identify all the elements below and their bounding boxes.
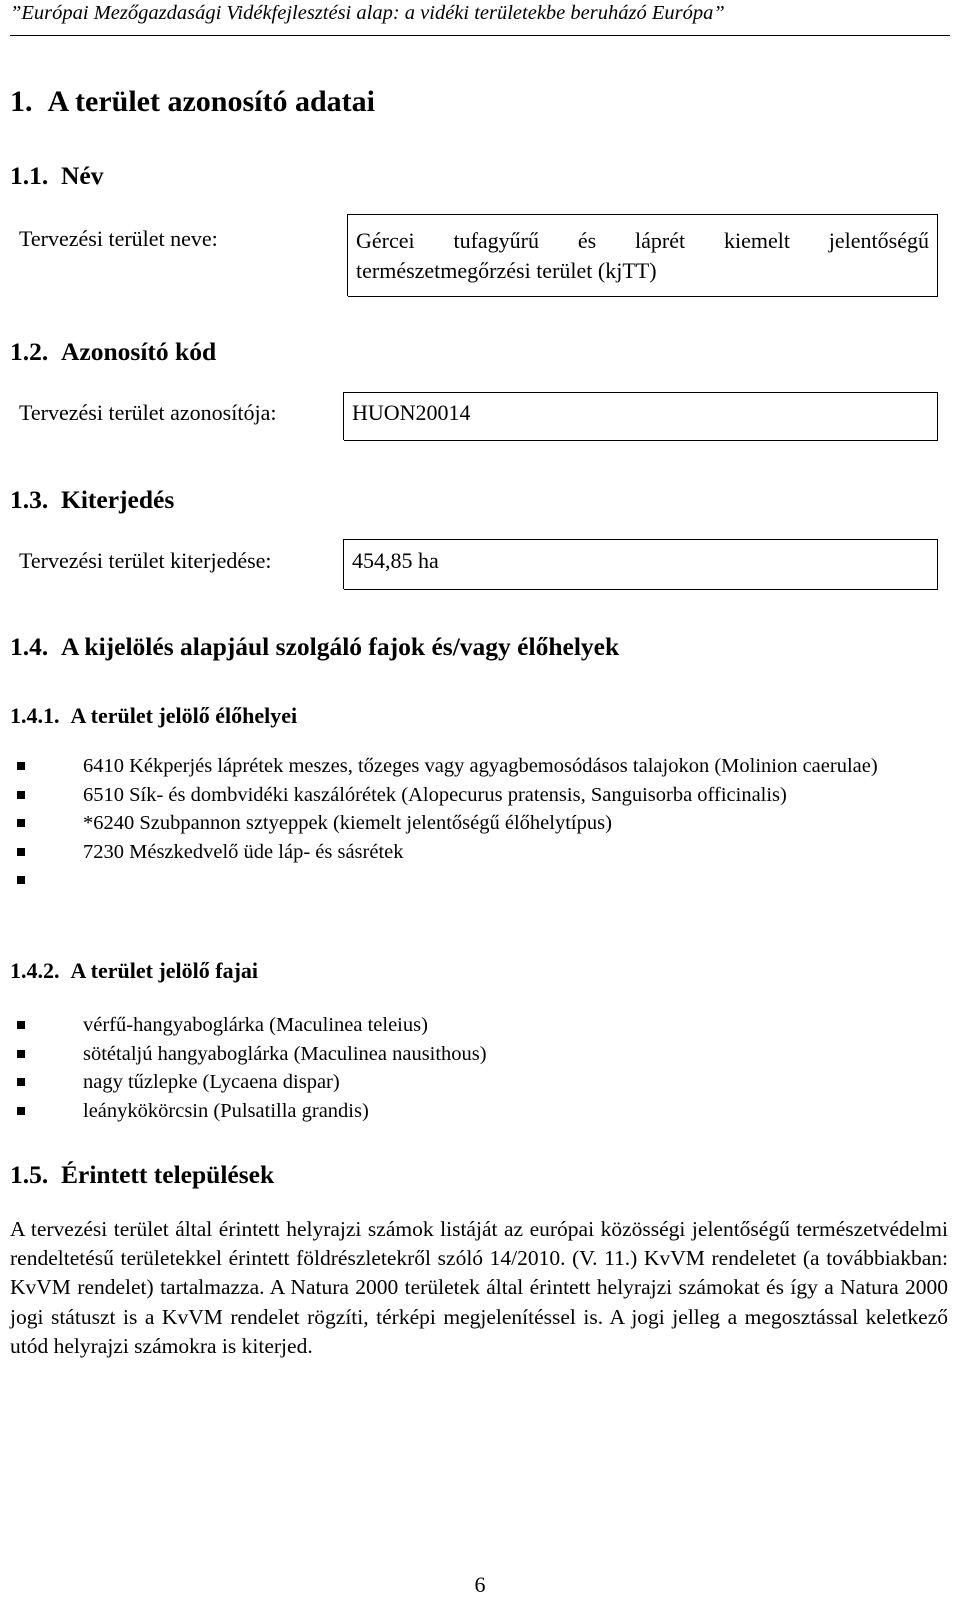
section-title: Azonosító kód	[61, 337, 217, 366]
name-value	[348, 215, 938, 297]
habitat-list	[17, 752, 953, 895]
section-number: 1.	[10, 85, 33, 118]
page-number: 6	[474, 1572, 486, 1597]
section-number: 1.3.	[10, 485, 49, 514]
section-number: 1.5.	[10, 1160, 49, 1189]
name-label: Tervezési terület neve:	[11, 215, 348, 297]
section-title: A kijelölés alapjául szolgáló fajok és/vagy élőhelyek	[61, 632, 620, 661]
bullet-icon	[17, 1021, 25, 1029]
section-number: 1.1.	[10, 161, 49, 190]
species-list	[17, 1011, 953, 1125]
list-item: leánykökörcsin (Pulsatilla grandis)	[17, 1097, 953, 1126]
section-number: 1.4.	[10, 632, 49, 661]
extent-value: 454,85 ha	[344, 540, 938, 590]
section-number: 1.4.2.	[10, 958, 60, 983]
name-table	[10, 214, 938, 297]
section-number: 1.2.	[10, 337, 49, 366]
section-title: Név	[61, 161, 104, 190]
running-header: ”Európai Mezőgazdasági Vidékfejlesztési alap: a vidéki területekbe beruházó Európa”	[10, 0, 950, 36]
list-item: sötétaljú hangyaboglárka (Maculinea nausithous)	[17, 1040, 953, 1069]
section-number: 1.4.1.	[10, 703, 60, 728]
section-title: A terület azonosító adatai	[47, 85, 375, 118]
section-1-heading	[10, 85, 375, 119]
section-1-4-heading	[10, 632, 619, 662]
code-table	[10, 392, 938, 441]
settlements-paragraph: A tervezési terület által érintett helyrajzi számok listáját az európai közösségi jelentőségű természetvédelmi rendeltetésű területekkel érintett földrészletekről szóló 14/2010. (V. 11.) KvVM rendeletet (a továbbiakban: KvVM rendelet) tartalmazza. A Natura 2000 területek által érintett helyrajzi számokat és így a Natura 2000 jogi státuszt is a KvVM rendelet rögzíti, térképi megjelenítéssel is. A jogi jelleg a megosztással keletkező utód helyrajzi számokra is kiterjed.	[10, 1217, 948, 1358]
bullet-icon	[17, 848, 25, 856]
name-value-line-1: Gércei tufagyűrű és láprét kiemelt jelentőségű	[356, 228, 929, 253]
list-item: 6510 Sík- és dombvidéki kaszálórétek (Alopecurus pratensis, Sanguisorba officinalis)	[17, 781, 953, 810]
list-item: 7230 Mészkedvelő üde láp- és sásrétek	[17, 838, 953, 867]
section-title: A terület jelölő élőhelyei	[70, 703, 298, 728]
list-item: *6240 Szubpannon sztyeppek (kiemelt jelentőségű élőhelytípus)	[17, 809, 953, 838]
section-1-5-heading	[10, 1160, 274, 1190]
bullet-icon	[17, 1107, 25, 1115]
list-item: vérfű-hangyaboglárka (Maculinea teleius)	[17, 1011, 953, 1040]
section-1-3-heading	[10, 485, 174, 515]
section-title: A terület jelölő fajai	[70, 958, 259, 983]
list-item	[17, 866, 953, 895]
code-label: Tervezési terület azonosítója:	[11, 393, 344, 441]
bullet-icon	[17, 791, 25, 799]
extent-table	[10, 539, 938, 590]
section-1-2-heading	[10, 337, 216, 367]
list-item: nagy tűzlepke (Lycaena dispar)	[17, 1068, 953, 1097]
name-value-line-2: természetmegőrzési terület (kjTT)	[356, 258, 657, 283]
section-1-4-2-heading	[10, 958, 258, 984]
code-value: HUON20014	[344, 393, 938, 441]
section-title: Érintett települések	[61, 1160, 275, 1189]
bullet-icon	[17, 1078, 25, 1086]
bullet-icon	[17, 762, 25, 770]
bullet-icon	[17, 876, 25, 884]
bullet-icon	[17, 819, 25, 827]
bullet-icon	[17, 1050, 25, 1058]
section-1-1-heading	[10, 161, 103, 191]
section-1-4-1-heading	[10, 703, 297, 729]
section-title: Kiterjedés	[61, 485, 175, 514]
extent-label: Tervezési terület kiterjedése:	[11, 540, 344, 590]
list-item: 6410 Kékperjés láprétek meszes, tőzeges vagy agyagbemosódásos talajokon (Molinion caerulae)	[17, 752, 953, 781]
